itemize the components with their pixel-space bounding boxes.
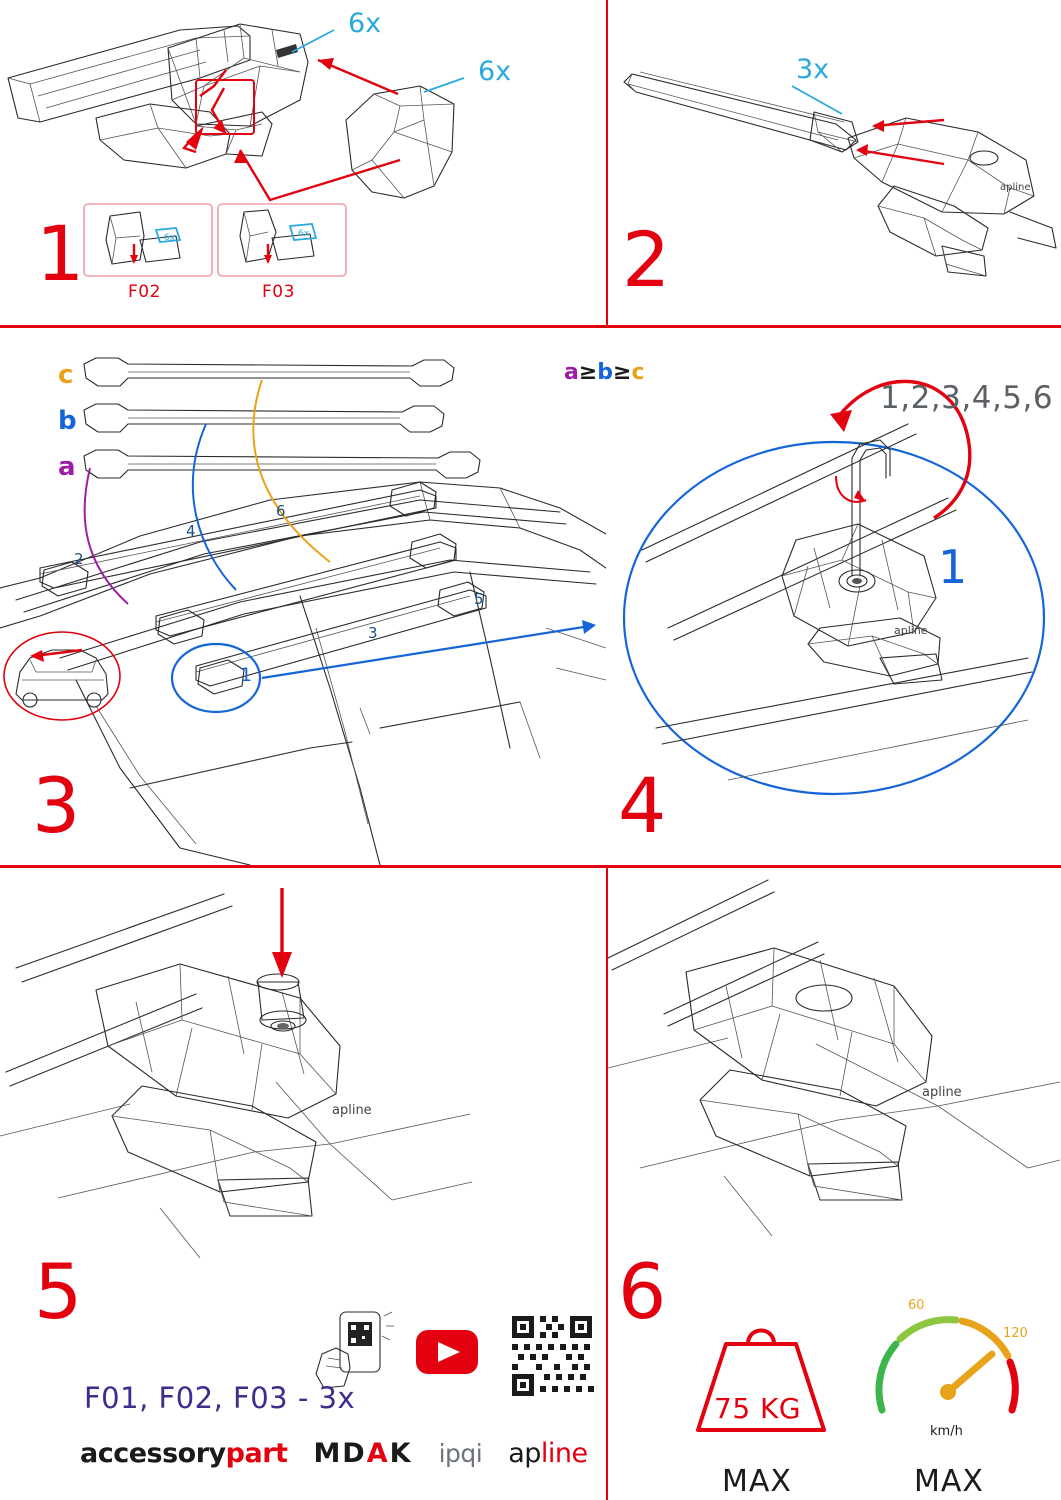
step-number-6: 6 [618, 1247, 666, 1336]
brand-row [80, 1430, 600, 1476]
step5-parts-note: F01, F02, F03 - 3x [84, 1381, 356, 1415]
position-number-6: 6 [276, 502, 286, 520]
kit-label-f03: F03 [262, 282, 295, 302]
youtube-icon [416, 1330, 478, 1374]
brand-ipqi: ipqi [438, 1438, 483, 1468]
step4-tighten-sequence: 1,2,3,4,5,6 [880, 380, 1054, 416]
svg-text:apline: apline [894, 624, 928, 637]
svg-text:6x: 6x [298, 229, 310, 239]
brand-mdak [313, 1438, 412, 1469]
kit-label-f02: F02 [128, 282, 161, 302]
inequality-b: b [597, 360, 614, 385]
phone-qr-scan-icon [316, 1312, 394, 1388]
gauge-tick-60: 60 [908, 1298, 925, 1313]
step-number-5: 5 [34, 1247, 82, 1336]
bar-length-inequality: a≥b≥c [564, 360, 645, 385]
qr-code-icon [510, 1314, 594, 1398]
step-number-4: 4 [618, 761, 666, 850]
step-3-panel [0, 328, 606, 865]
bar-label-c: c [58, 360, 74, 390]
step-number-2: 2 [622, 215, 670, 304]
step4-turn-count: 1 [938, 540, 968, 594]
brand-apline-prefix: ap [508, 1437, 541, 1469]
step-6-panel [608, 868, 1061, 1500]
max-load-value: 75 KG [714, 1392, 802, 1425]
inequality-a: a [564, 360, 579, 385]
svg-text:apline: apline [1000, 182, 1031, 193]
step-number-3: 3 [32, 761, 80, 850]
brand-accessorypart [80, 1438, 287, 1469]
gauge-tick-120: 120 [1003, 1326, 1028, 1341]
inequality-c: c [631, 360, 645, 385]
brand-accessorypart-prefix: accessory [80, 1437, 226, 1469]
svg-text:6x: 6x [164, 233, 176, 243]
step-6-illustration [608, 868, 1061, 1268]
max-speed-label: MAX [914, 1464, 984, 1499]
speed-limit-icon [860, 1304, 1040, 1439]
step-5-icons [314, 1308, 606, 1398]
step1-callout-6x-top: 6x [348, 8, 382, 39]
position-number-3: 3 [368, 624, 378, 642]
position-number-4: 4 [186, 522, 196, 540]
svg-text:apline: apline [332, 1103, 372, 1118]
step-2-panel [606, 0, 1061, 325]
step-2-illustration [606, 0, 1061, 325]
step-4-panel [608, 328, 1061, 865]
position-number-5: 5 [474, 590, 484, 608]
bar-label-a: a [58, 452, 76, 482]
step-3-illustration [0, 328, 606, 865]
brand-accessorypart-highlight: part [225, 1437, 288, 1469]
brand-mdak-highlight: A [366, 1437, 390, 1469]
step1-callout-6x-right: 6x [478, 56, 512, 87]
step-5-illustration [0, 868, 606, 1288]
step2-callout-3x: 3x [796, 54, 830, 85]
max-load-label: MAX [722, 1464, 792, 1499]
step-1-illustration [0, 0, 606, 325]
step-number-1: 1 [36, 209, 84, 298]
brand-apline-highlight: line [540, 1437, 588, 1469]
svg-text:apline: apline [922, 1085, 962, 1100]
brand-mdak-prefix: MD [313, 1437, 367, 1469]
brand-mdak-suffix: K [389, 1437, 413, 1469]
step-1-panel [0, 0, 606, 325]
brand-apline [508, 1438, 587, 1469]
bar-label-b: b [58, 406, 77, 436]
speed-unit-label: km/h [930, 1424, 963, 1439]
position-number-2: 2 [74, 550, 84, 568]
position-number-1: 1 [240, 664, 253, 686]
